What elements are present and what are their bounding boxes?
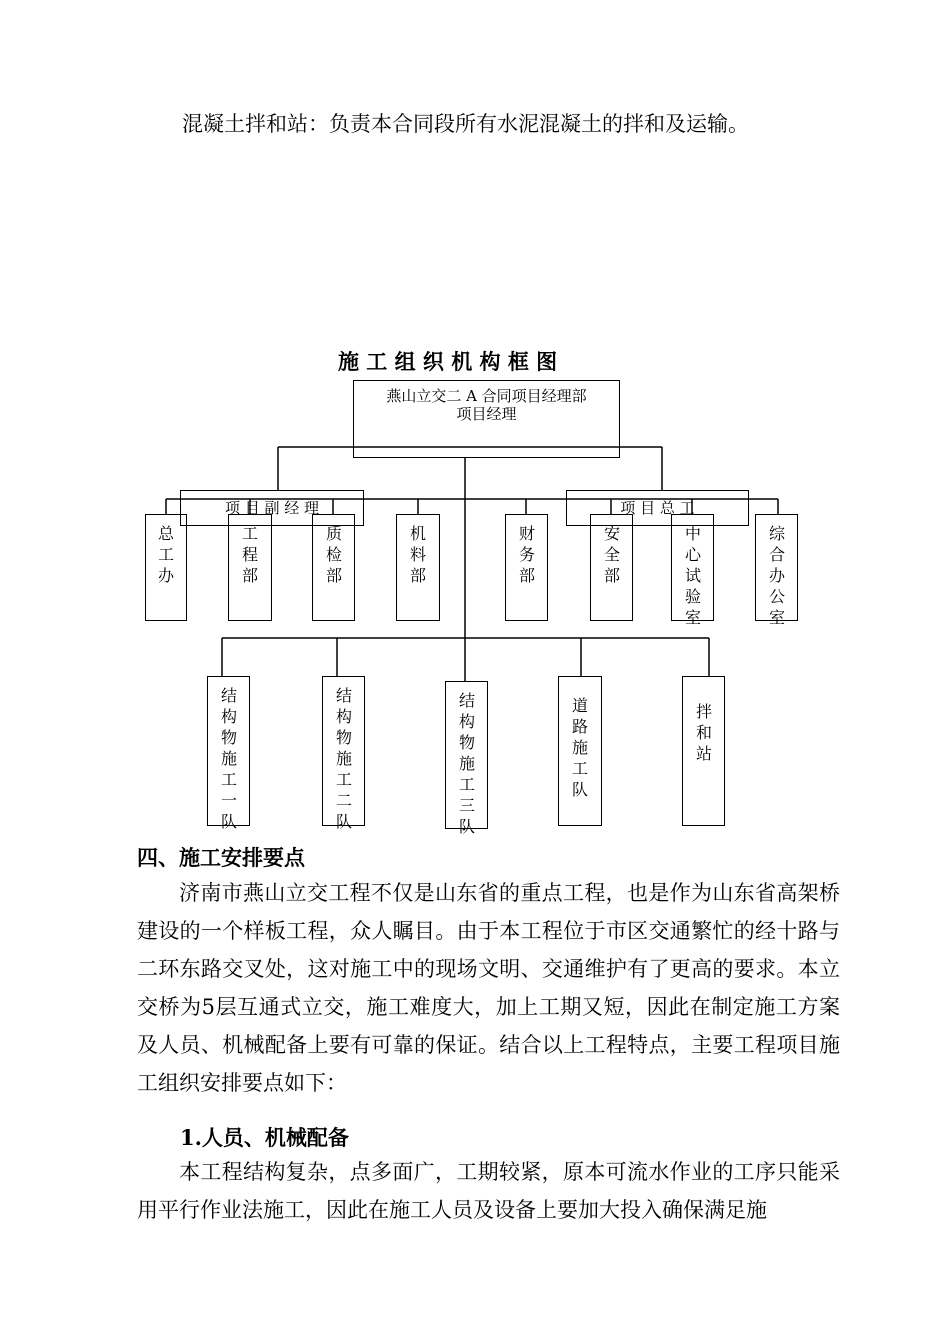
team-label: 结构物施工三队 <box>458 691 475 836</box>
team-label: 结构物施工一队 <box>220 686 237 831</box>
dept-label: 质检部 <box>325 524 342 585</box>
dept-label: 安全部 <box>603 524 620 585</box>
section-heading: 四、施工安排要点 <box>137 845 305 870</box>
dept-box-materials <box>396 514 440 621</box>
team-box-structure-3 <box>445 681 488 836</box>
team-box-structure-2 <box>322 676 365 831</box>
dept-box-chief-office <box>145 514 187 621</box>
paragraph-1: 济南市燕山立交工程不仅是山东省的重点工程，也是作为山东省高架桥建设的一个样板工程，众人瞩目。由于本工程位于市区交通繁忙的经十路与二环东路交叉处，这对施工中的现场文明、交通维护有了更高的要求。本立交桥为5层互通式立交，施工难度大，加上工期又短，因此在制定施工方案及人员、机械配备上要有可靠的保证。结合以上工程特点，主要工程项目施工组织安排要点如下： <box>137 881 840 1095</box>
team-box-road <box>558 676 602 826</box>
project-department-label: 燕山立交二 A 合同项目经理部 <box>386 387 587 405</box>
dept-box-lab <box>671 514 714 627</box>
team-label: 拌和站 <box>695 702 712 763</box>
dept-label: 中心试验室 <box>684 524 701 627</box>
dept-label: 综合办公室 <box>768 524 785 627</box>
dept-box-admin-office <box>755 514 798 627</box>
dept-label: 工程部 <box>241 524 258 585</box>
dept-label: 财务部 <box>518 524 535 585</box>
dept-label: 机料部 <box>409 524 426 585</box>
team-box-structure-1 <box>207 676 250 831</box>
dept-box-engineering <box>228 514 272 621</box>
team-box-mixing-station <box>682 676 725 826</box>
project-manager-label: 项目经理 <box>456 405 517 423</box>
project-manager-box <box>353 380 620 458</box>
paragraph-2: 本工程结构复杂，点多面广，工期较紧，原本可流水作业的工序只能采用平行作业法施工，因此在施工人员及设备上要加大投入确保满足施 <box>137 1160 840 1222</box>
dept-box-safety <box>590 514 633 621</box>
team-label: 道路施工队 <box>571 696 588 799</box>
dept-box-quality <box>312 514 355 621</box>
dept-box-finance <box>505 514 548 621</box>
dept-label: 总工办 <box>157 524 174 585</box>
chief-engineer-label: 项 目 总 工 <box>620 499 695 517</box>
sub-heading: 1.人员、机械配备 <box>180 1125 349 1150</box>
team-label: 结构物施工二队 <box>335 686 352 831</box>
chart-title: 施 工 组 织 机 构 框 图 <box>338 349 558 374</box>
intro-line: 混凝土拌和站：负责本合同段所有水泥混凝土的拌和及运输。 <box>182 112 749 136</box>
deputy-manager-label: 项 目 副 经 理 <box>224 499 320 517</box>
